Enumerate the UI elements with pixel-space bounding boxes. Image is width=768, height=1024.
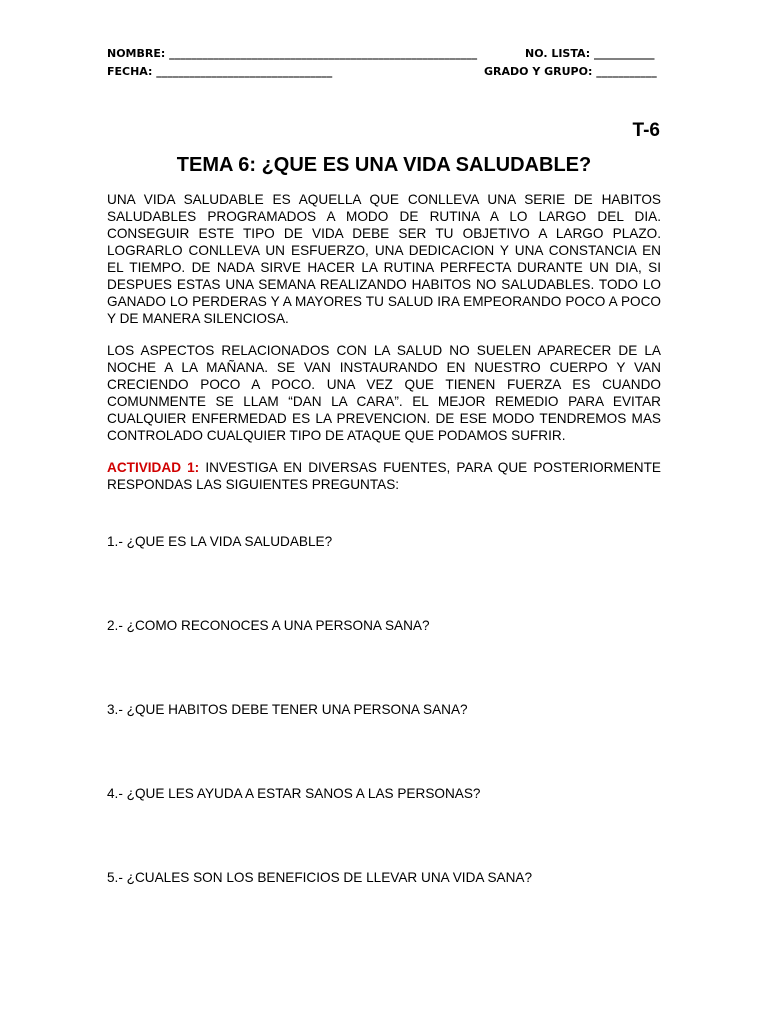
- nombre-field: NOMBRE: ________________________________________________________: [107, 47, 478, 60]
- fecha-field: FECHA: ________________________________: [107, 65, 333, 78]
- header-row-name: [107, 47, 655, 61]
- no-lista-field: NO. LISTA: ___________: [525, 47, 655, 60]
- activity-label: ACTIVIDAD 1:: [107, 460, 200, 475]
- page-title: TEMA 6: ¿QUE ES UNA VIDA SALUDABLE?: [176, 154, 592, 176]
- question-1: 1.- ¿QUE ES LA VIDA SALUDABLE?: [107, 534, 333, 549]
- question-2: 2.- ¿COMO RECONOCES A UNA PERSONA SANA?: [107, 618, 430, 633]
- intro-paragraph: UNA VIDA SALUDABLE ES AQUELLA QUE CONLLEVA UNA SERIE DE HABITOS SALUDABLES PROGRAMADOS A MODO DE RUTINA A LO LARGO DEL DIA. CONSEGUIR ESTE TIPO DE VIDA DEBE SER TU OBJETIVO A LARGO PLAZO. LOGRARLO CONLLEVA UN ESFUERZO, UNA DEDICACION Y UNA CONSTANCIA EN EL TIEMPO. DE NADA SIRVE HACER LA RUTINA PERFECTA DURANTE UN DIA, SI DESPUES ESTAS UNA SEMANA REALIZANDO HABITOS NO SALUDABLES. TODO LO GANADO LO PERDERAS Y A MAYORES TU SALUD IRA EMPEORANDO POCO A POCO Y DE MANERA SILENCIOSA.: [107, 192, 661, 326]
- grado-grupo-field: GRADO Y GRUPO: ___________: [484, 65, 657, 78]
- activity-instructions: [107, 459, 661, 493]
- header-row-date: [107, 65, 657, 79]
- health-paragraph: LOS ASPECTOS RELACIONADOS CON LA SALUD NO SUELEN APARECER DE LA NOCHE A LA MAÑANA. SE VAN INSTAURANDO EN NUESTRO CUERPO Y VAN CRECIENDO POCO A POCO. UNA VEZ QUE TIENEN FUERZA ES CUANDO COMUNMENTE SE LLAM “DAN LA CARA”. EL MEJOR REMEDIO PARA EVITAR CUALQUIER ENFERMEDAD ES LA PREVENCION. DE ESE MODO TENDREMOS MAS CONTROLADO CUALQUIER TIPO DE ATAQUE QUE PODAMOS SUFRIR.: [107, 343, 661, 443]
- question-5: 5.- ¿CUALES SON LOS BENEFICIOS DE LLEVAR UNA VIDA SANA?: [107, 870, 533, 885]
- topic-code: T-6: [632, 120, 660, 141]
- activity-text: INVESTIGA EN DIVERSAS FUENTES, PARA QUE POSTERIORMENTE RESPONDAS LAS SIGUIENTES PREGUNTAS:: [107, 460, 661, 492]
- question-3: 3.- ¿QUE HABITOS DEBE TENER UNA PERSONA SANA?: [107, 702, 468, 717]
- question-4: 4.- ¿QUE LES AYUDA A ESTAR SANOS A LAS PERSONAS?: [107, 786, 481, 801]
